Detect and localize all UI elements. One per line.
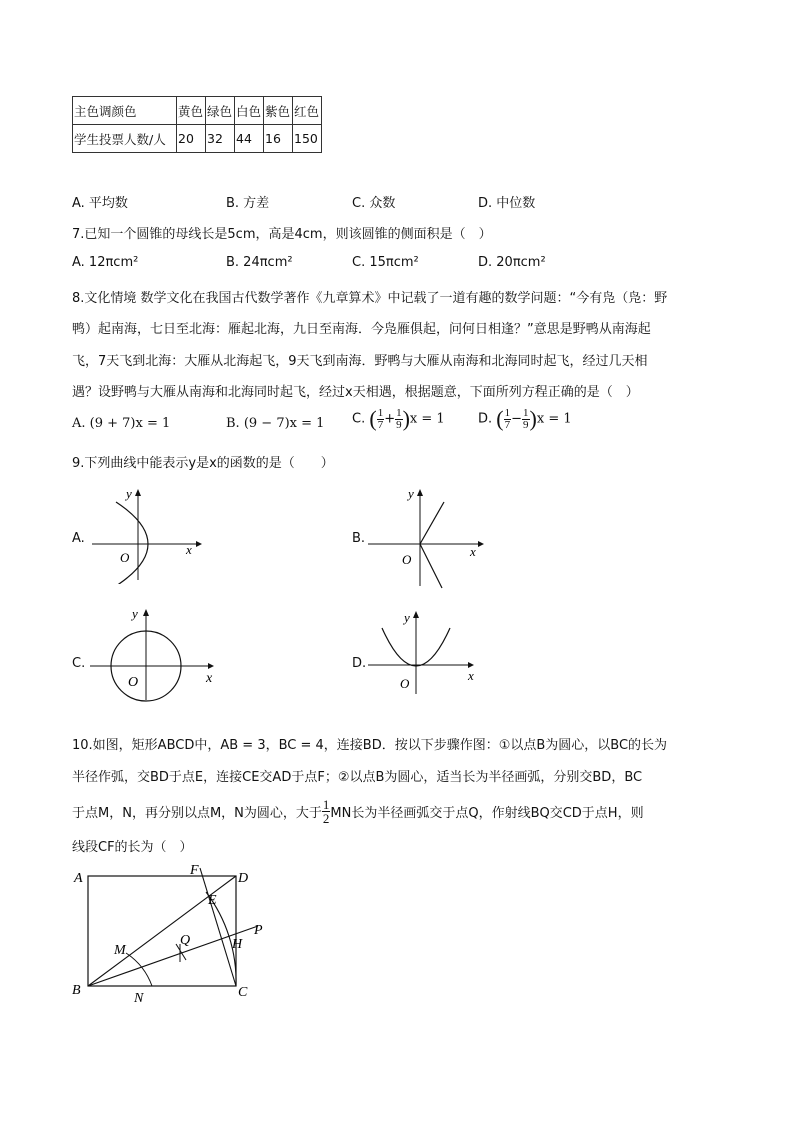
q10-line-3b: MN长为半径画弧交于点Q，作射线BQ交CD于点H，则 (330, 806, 644, 821)
graph-c (88, 604, 220, 704)
point-label-h: H (232, 937, 243, 952)
x-axis-label: x (470, 544, 476, 559)
q10-line-4: 线段CF的长为（ ） (72, 840, 193, 855)
table-cell: 白色 (235, 97, 264, 125)
q10-figure (66, 858, 276, 1006)
point-label-m: M (114, 943, 126, 958)
table-header-row (73, 97, 322, 125)
equation-tail: x = 1 (409, 411, 445, 427)
option-label: D. (478, 411, 493, 427)
q9-label-a: A. (72, 531, 85, 546)
q6-option-b: B. 方差 (226, 196, 270, 211)
q6-option-a: A. 平均数 (72, 196, 128, 211)
origin-label: O (128, 675, 139, 690)
origin-label: O (120, 550, 130, 565)
graph-a (88, 484, 208, 584)
q8-line-3: 飞，7天飞到北海：大雁从北海起飞，9天飞到南海．野鸭与大雁从南海和北海同时起飞，经过几天相 (72, 354, 648, 369)
x-axis-label: x (206, 671, 213, 686)
y-axis-label: y (408, 486, 414, 501)
table-cell: 20 (177, 125, 206, 153)
table-cell: 学生投票人数/人 (73, 125, 177, 153)
equation-tail: x = 1 (536, 411, 572, 427)
fraction: $\frac{1}{7}$ (504, 406, 511, 431)
table-cell: 黄色 (177, 97, 206, 125)
paren-open: ( (369, 406, 377, 431)
q6-option-d: D. 中位数 (478, 196, 536, 211)
q8-line-2: 鸭）起南海，七日至北海：雁起北海，九日至南海．今凫雁俱起，问何日相逢？”意思是野鸭从南海起 (72, 322, 651, 337)
q7-option-b: B. 24πcm² (226, 255, 293, 270)
point-label-c: C (238, 985, 248, 1000)
point-label-f: F (190, 863, 199, 878)
q7-option-c: C. 15πcm² (352, 255, 419, 270)
y-axis-label: y (132, 606, 138, 621)
q9-stem: 9.下列曲线中能表示y是x的函数的是（ ） (72, 456, 334, 471)
table-cell: 150 (293, 125, 322, 153)
minus-sign: − (511, 411, 523, 427)
y-axis-label: y (126, 486, 132, 501)
q7-stem: 7.已知一个圆锥的母线长是5cm，高是4cm，则该圆锥的侧面积是（ ） (72, 227, 492, 242)
point-label-a: A (74, 871, 83, 886)
table-cell: 绿色 (206, 97, 235, 125)
q8-line-4: 遇？设野鸭与大雁从南海和北海同时起飞，经过x天相遇，根据题意，下面所列方程正确的是（ ） (72, 385, 639, 400)
q8-option-b: B. (9 − 7)x = 1 (226, 416, 325, 431)
option-label: C. (352, 411, 366, 427)
point-label-d: D (238, 871, 249, 886)
q7-option-a: A. 12πcm² (72, 255, 139, 270)
q9-label-d: D. (352, 656, 367, 671)
plus-sign: + (384, 411, 396, 427)
table-cell: 32 (206, 125, 235, 153)
q8-option-a: A. (9 + 7)x = 1 (72, 416, 171, 431)
q10-line-2: 半径作弧，交BD于点E，连接CE交AD于点F；②以点B为圆心，适当长为半径画弧，分别交BD，BC (72, 770, 643, 785)
graph-d (368, 608, 483, 698)
point-label-b: B (72, 983, 81, 998)
paren-close: ) (529, 406, 537, 431)
table-cell: 紫色 (264, 97, 293, 125)
q8-line-1: 8.文化情境 数学文化在我国古代数学著作《九章算术》中记载了一道有趣的数学问题：“今有凫（凫：野 (72, 291, 668, 306)
table-row (73, 125, 322, 153)
origin-label: O (402, 552, 412, 567)
x-axis-label: x (468, 668, 474, 683)
vote-table (72, 96, 322, 153)
q8-option-c (352, 406, 445, 432)
point-label-n: N (134, 991, 144, 1006)
paren-open: ( (496, 406, 504, 431)
point-label-p: P (254, 923, 263, 938)
fraction: $\frac{1}{7}$ (377, 406, 384, 431)
point-label-e: E (208, 893, 217, 908)
graph-b (368, 484, 493, 594)
paren-close: ) (402, 406, 410, 431)
q10-line-3 (72, 798, 644, 825)
q8-option-d (478, 406, 572, 432)
table-cell: 16 (264, 125, 293, 153)
table-cell: 44 (235, 125, 264, 153)
q10-line-3a: 于点M，N，再分别以点M，N为圆心，大于 (72, 806, 322, 821)
q7-option-d: D. 20πcm² (478, 255, 546, 270)
q10-line-1: 10.如图，矩形ABCD中，AB = 3，BC = 4，连接BD．按以下步骤作图：①以点B为圆心，以BC的长为 (72, 738, 668, 753)
origin-label: O (400, 676, 410, 691)
table-cell: 红色 (293, 97, 322, 125)
point-label-q: Q (180, 933, 191, 948)
fraction: $\frac{1}{9}$ (396, 406, 402, 431)
q9-label-b: B. (352, 531, 366, 546)
q9-label-c: C. (72, 656, 86, 671)
y-axis-label: y (404, 610, 410, 625)
q6-option-c: C. 众数 (352, 196, 396, 211)
fraction-half: $\frac{1}{2}$ (322, 797, 330, 826)
table-cell: 主色调颜色 (73, 97, 177, 125)
fraction: $\frac{1}{9}$ (523, 406, 529, 431)
x-axis-label: x (186, 542, 192, 557)
